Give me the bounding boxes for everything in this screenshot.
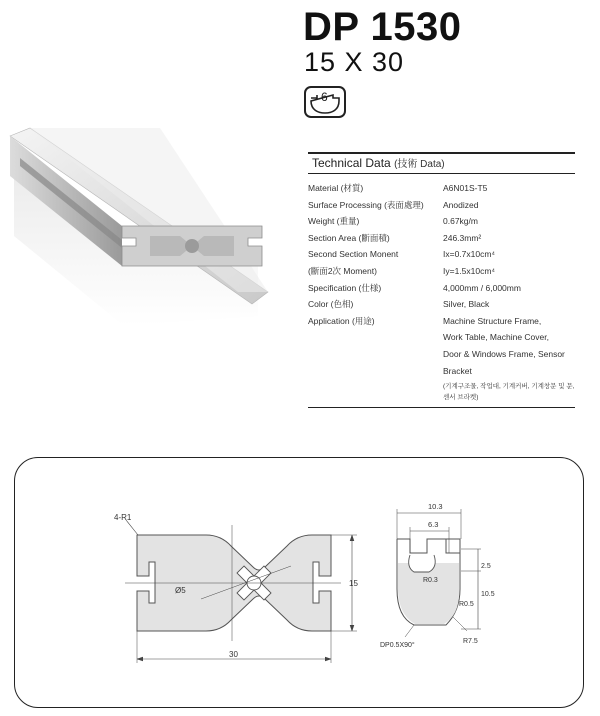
- height-dimension-label: 15: [349, 579, 358, 588]
- spec-row: Section Area (斷面積) 246.3mm²: [308, 232, 482, 243]
- slot-icon: [306, 88, 344, 116]
- corner-radius-label: 4-R1: [114, 513, 132, 522]
- slot-type-badge: [304, 86, 346, 118]
- technical-data-title: Technical Data: [312, 156, 391, 170]
- technical-data-subtitle: (技術 Data): [394, 159, 445, 170]
- slot-inner-width-label: 6.3: [428, 520, 439, 529]
- spec-row: Color (色相) Silver, Black: [308, 299, 490, 310]
- table-bottom-rule: [308, 407, 575, 408]
- slot-outer-width-label: 10.3: [428, 502, 443, 511]
- r05-label: R0.5: [459, 601, 474, 608]
- product-title: DP 1530: [303, 5, 462, 49]
- spec-row: Application (用途) Machine Structure Frame,: [308, 315, 542, 326]
- application-note-ko-1: (기계구조물, 작업대, 기계커버, 기계창문 및 문,: [443, 383, 575, 391]
- chamfer-label: DP0.5X90°: [380, 642, 415, 649]
- spec-row: (斷面2次 Moment) Iy=1.5x10cm⁴: [308, 265, 496, 276]
- spec-row: Door & Windows Frame, Sensor: [443, 348, 565, 359]
- spec-row: Material (材質) A6N01S-T5: [308, 183, 488, 193]
- technical-data-table: [308, 152, 575, 408]
- r75-label: R7.5: [463, 638, 478, 645]
- application-note-ko-2: 센서 브라켓): [443, 394, 479, 402]
- dim-2-5-label: 2.5: [481, 563, 491, 570]
- technical-data-heading: [308, 152, 575, 174]
- spec-row: Surface Processing (表面處理) Anodized: [308, 199, 479, 210]
- dim-10-5-label: 10.5: [481, 591, 495, 598]
- spec-row: Work Table, Machine Cover,: [443, 332, 549, 343]
- spec-row: Second Section Monent Ix=0.7x10cm⁴: [308, 249, 496, 260]
- spec-row: Weight (重量) 0.67kg/m: [308, 216, 478, 227]
- product-photo: [0, 116, 290, 351]
- badge-number: 6: [321, 90, 328, 104]
- spec-row: Bracket: [443, 365, 472, 376]
- hole-diameter-label: Ø5: [175, 586, 186, 595]
- technical-drawing: [15, 458, 585, 709]
- r03-label: R0.3: [423, 577, 438, 584]
- spec-row: Specification (仕様) 4,000mm / 6,000mm: [308, 282, 521, 293]
- product-size: 15 X 30: [304, 47, 405, 77]
- technical-drawing-frame: [14, 457, 584, 708]
- width-dimension-label: 30: [229, 650, 238, 659]
